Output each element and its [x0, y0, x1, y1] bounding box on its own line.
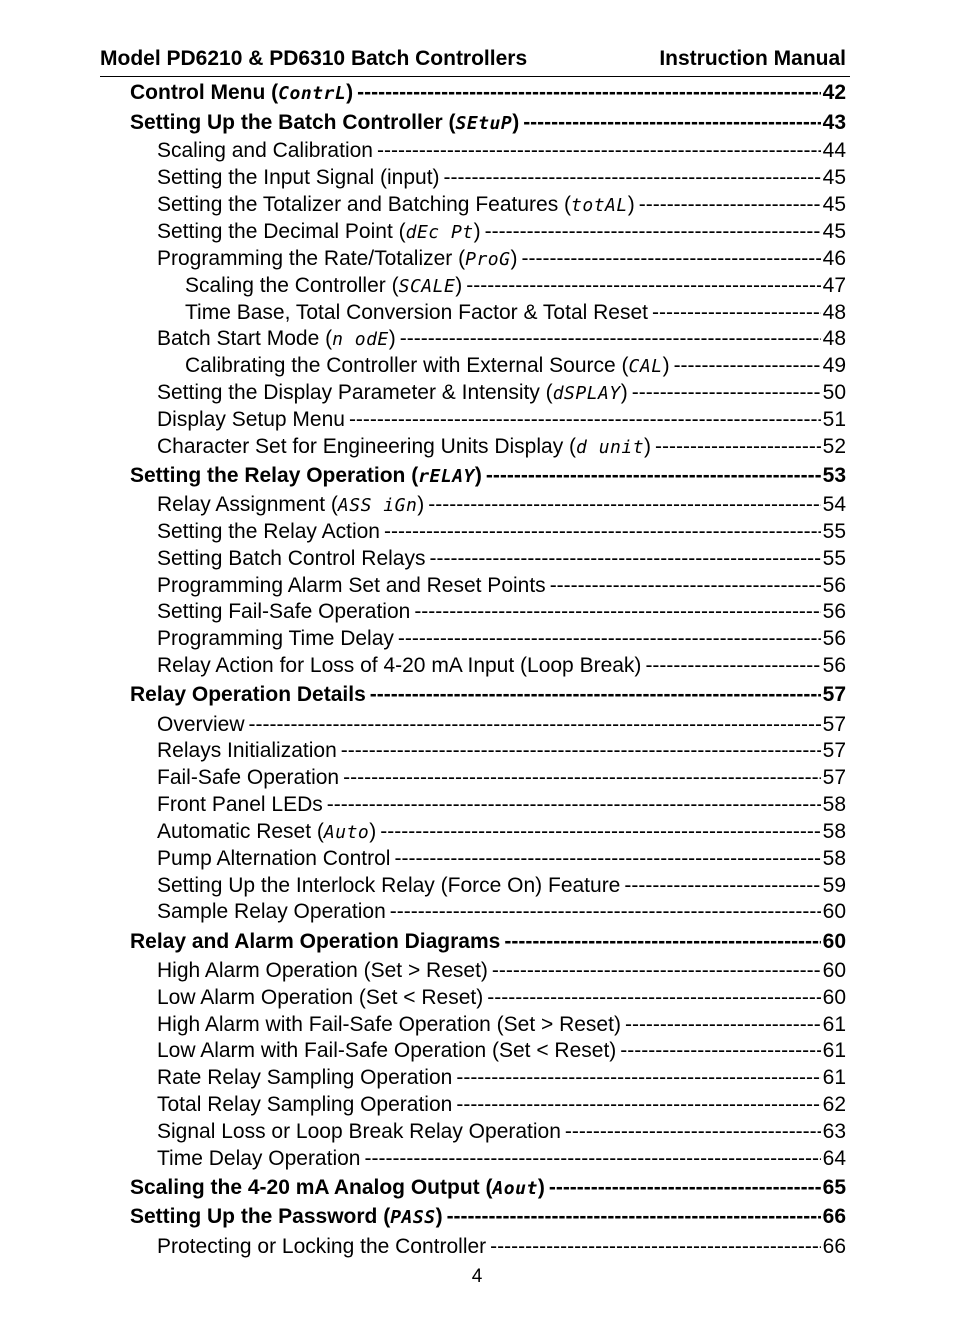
toc-entry-title	[157, 598, 410, 625]
toc-entry-title	[157, 984, 483, 1011]
toc-entry-text-suffix: )	[417, 493, 425, 516]
toc-page-number: 46	[822, 247, 846, 270]
toc-entry	[157, 625, 846, 652]
toc-entry-text: Setting the Input Signal (input)	[157, 166, 440, 189]
toc-entry-text: High Alarm Operation (Set > Reset)	[157, 959, 488, 982]
toc-entry	[157, 984, 846, 1011]
toc-entry-text: Pump Alternation Control	[157, 847, 391, 870]
dot-leader	[490, 1233, 820, 1260]
toc-entry-title	[157, 325, 396, 353]
toc-page-number: 52	[822, 435, 846, 458]
toc-entry-title	[130, 462, 482, 490]
display-code: ContrL	[278, 83, 347, 104]
display-code: PASS	[390, 1207, 436, 1228]
toc-entry-title	[157, 572, 546, 599]
toc-entry	[157, 1118, 846, 1145]
page-header	[100, 46, 850, 77]
toc-entry-title	[157, 737, 337, 764]
toc-entry	[157, 545, 846, 572]
toc-entry-text: Setting the Relay Operation (	[130, 464, 419, 487]
toc-entry	[157, 872, 846, 899]
toc-entry-title	[157, 491, 424, 519]
dot-leader	[639, 191, 821, 218]
toc-entry	[157, 191, 846, 218]
toc-entry	[157, 1037, 846, 1064]
toc-entry	[157, 845, 846, 872]
toc-entry-text: Rate Relay Sampling Operation	[157, 1066, 453, 1089]
toc-entry-text: Automatic Reset (	[157, 820, 324, 843]
manual-type: Instruction Manual	[659, 47, 846, 70]
display-code: SCALE	[398, 276, 456, 297]
toc-entry-text: Programming Time Delay	[157, 627, 394, 650]
toc-entry	[157, 1233, 846, 1260]
toc-entry-text: Relay and Alarm Operation Diagrams	[130, 930, 501, 953]
toc-entry-title	[130, 1203, 443, 1231]
dot-leader	[343, 764, 821, 791]
toc-page-number: 48	[822, 301, 846, 324]
toc-entry	[185, 299, 846, 326]
toc-page-number: 42	[822, 81, 846, 104]
toc-entry-title	[185, 352, 670, 380]
dot-leader	[414, 598, 820, 625]
dot-leader	[565, 1118, 821, 1145]
display-code: ASS iGn	[337, 495, 418, 516]
display-code: SEtuP	[455, 113, 513, 134]
toc-entry	[157, 1145, 846, 1172]
toc-entry	[185, 352, 846, 379]
toc-page-number: 55	[822, 547, 846, 570]
toc-entry	[157, 818, 846, 845]
toc-entry	[157, 764, 846, 791]
toc-entry-title	[130, 109, 519, 137]
toc-entry-text-suffix: )	[455, 274, 463, 297]
toc-page-number: 63	[822, 1120, 846, 1143]
toc-entry-title	[157, 1233, 486, 1260]
toc-entry	[130, 681, 846, 708]
dot-leader	[456, 1091, 820, 1118]
toc-entry-text: Calibrating the Controller with External Source (	[185, 354, 629, 377]
toc-entry	[157, 379, 846, 406]
toc-page-number: 58	[822, 847, 846, 870]
dot-leader	[428, 491, 820, 518]
toc-page-number: 60	[822, 986, 846, 1009]
toc-entry-title	[157, 545, 425, 572]
dot-leader	[380, 818, 820, 845]
dot-leader	[521, 245, 820, 272]
toc-entry-title	[157, 845, 390, 872]
toc-page-number: 45	[822, 166, 846, 189]
toc-entry	[157, 598, 846, 625]
dot-leader	[349, 406, 821, 433]
toc-entry-text: Sample Relay Operation	[157, 900, 386, 923]
display-code: n odE	[332, 329, 389, 350]
dot-leader	[456, 1064, 820, 1091]
toc-page-number: 58	[822, 793, 846, 816]
toc-entry-text: Setting Batch Control Relays	[157, 547, 426, 570]
toc-entry-title	[157, 1064, 452, 1091]
toc-entry-text: Setting the Display Parameter & Intensity (	[157, 381, 553, 404]
toc-page-number: 43	[822, 111, 846, 134]
toc-entry	[130, 1203, 846, 1230]
toc-entry-title	[130, 1174, 545, 1202]
toc-entry-text-suffix: )	[473, 220, 481, 243]
toc-entry	[157, 711, 846, 738]
toc-entry-text: High Alarm with Fail-Safe Operation (Set > Reset)	[157, 1013, 621, 1036]
toc-entry-text: Batch Start Mode (	[157, 327, 333, 350]
toc-entry-text: Setting Up the Password (	[130, 1205, 391, 1228]
toc-entry-text-suffix: )	[435, 1205, 443, 1228]
toc-entry-title	[130, 681, 366, 708]
toc-entry-text: Control Menu (	[130, 81, 279, 104]
toc-entry-text: Relay Assignment (	[157, 493, 338, 516]
display-code: dSPLAY	[552, 383, 621, 404]
toc-entry-text-suffix: )	[620, 381, 628, 404]
dot-leader	[466, 272, 820, 299]
toc-entry-text: Display Setup Menu	[157, 408, 345, 431]
toc-page-number: 56	[822, 627, 846, 650]
toc-entry	[157, 406, 846, 433]
toc-entry-text: Low Alarm with Fail-Safe Operation (Set < Reset)	[157, 1039, 617, 1062]
toc-page-number: 49	[822, 354, 846, 377]
dot-leader	[550, 572, 821, 599]
toc-entry-title	[157, 245, 517, 273]
toc-page-number: 61	[822, 1013, 846, 1036]
dot-leader	[249, 711, 821, 738]
toc-entry	[157, 1011, 846, 1038]
toc-entry	[130, 109, 846, 136]
dot-leader	[645, 652, 820, 679]
display-code: CAL	[628, 356, 663, 377]
toc-entry-text: Low Alarm Operation (Set < Reset)	[157, 986, 484, 1009]
toc-entry-text: Time Base, Total Conversion Factor & Total Reset	[185, 301, 648, 324]
toc-entry-text-suffix: )	[346, 81, 354, 104]
toc-entry	[130, 928, 846, 955]
toc-entry-title	[157, 1145, 360, 1172]
toc-page-number: 60	[822, 930, 846, 953]
toc-entry-text: Total Relay Sampling Operation	[157, 1093, 453, 1116]
toc-page-number: 47	[822, 274, 846, 297]
toc-entry-text-suffix: )	[510, 247, 518, 270]
toc-entry-title	[157, 1037, 616, 1064]
toc-page-number: 56	[822, 654, 846, 677]
toc-entry-text: Scaling and Calibration	[157, 139, 373, 162]
toc-entry-text: Fail-Safe Operation	[157, 766, 340, 789]
dot-leader	[390, 898, 821, 925]
toc-entry	[185, 272, 846, 299]
dot-leader	[370, 681, 821, 708]
toc-entry-text: Front Panel LEDs	[157, 793, 323, 816]
toc-entry-text: Time Delay Operation	[157, 1147, 361, 1170]
toc-page-number: 66	[822, 1205, 846, 1228]
toc-entry	[157, 898, 846, 925]
toc-entry-title	[157, 379, 628, 407]
dot-leader	[357, 79, 820, 106]
toc-entry	[130, 462, 846, 489]
toc-entry	[157, 1064, 846, 1091]
toc-entry-title	[157, 957, 488, 984]
toc-entry-text-suffix: )	[627, 193, 635, 216]
toc-entry	[157, 572, 846, 599]
toc-page-number: 59	[822, 874, 846, 897]
toc-entry-title	[130, 928, 500, 955]
dot-leader	[632, 379, 821, 406]
toc-page-number: 53	[822, 464, 846, 487]
toc-page-number: 57	[822, 739, 846, 762]
toc-entry-title	[157, 652, 641, 679]
toc-entry	[130, 79, 846, 106]
dot-leader	[652, 299, 821, 326]
toc-entry-text: Setting the Relay Action	[157, 520, 380, 543]
toc-page-number: 60	[822, 959, 846, 982]
toc-entry-text-suffix: )	[388, 327, 396, 350]
dot-leader	[398, 625, 821, 652]
toc-entry	[157, 518, 846, 545]
toc-entry-title	[185, 272, 462, 300]
toc-page-number: 61	[822, 1066, 846, 1089]
toc-entry-text: Setting Up the Interlock Relay (Force On) Feature	[157, 874, 621, 897]
toc-entry-text: Setting the Totalizer and Batching Features (	[157, 193, 572, 216]
toc-entry-text: Programming the Rate/Totalizer (	[157, 247, 466, 270]
toc-entry-title	[157, 764, 339, 791]
display-code: dEc Pt	[405, 222, 474, 243]
toc-page-number: 58	[822, 820, 846, 843]
display-code: totAL	[571, 195, 628, 216]
toc-entry-title	[157, 518, 380, 545]
toc-entry-text: Scaling the Controller (	[185, 274, 399, 297]
display-code: Auto	[323, 822, 370, 843]
toc-entry	[157, 652, 846, 679]
toc-entry	[157, 433, 846, 460]
dot-leader	[377, 137, 821, 164]
toc-entry	[130, 1174, 846, 1201]
toc-entry-title	[157, 137, 373, 164]
toc-entry-text: Overview	[157, 713, 245, 736]
toc-page-number: 44	[822, 139, 846, 162]
toc-entry	[157, 164, 846, 191]
toc-entry-title	[185, 299, 648, 326]
toc-entry-text: Setting the Decimal Point (	[157, 220, 406, 243]
toc-page-number: 64	[822, 1147, 846, 1170]
dot-leader	[620, 1037, 820, 1064]
dot-leader	[400, 325, 821, 352]
toc-entry-title	[157, 218, 481, 246]
dot-leader	[487, 984, 820, 1011]
toc-entry-title	[157, 1011, 621, 1038]
display-code: rELAY	[418, 466, 475, 487]
toc-entry-text-suffix: )	[369, 820, 377, 843]
toc-page-number: 50	[822, 381, 846, 404]
toc-entry-title	[157, 625, 394, 652]
dot-leader	[327, 791, 821, 818]
dot-leader	[625, 1011, 821, 1038]
toc-entry	[157, 737, 846, 764]
page-number: 4	[471, 1266, 483, 1287]
toc-entry-title	[157, 164, 440, 191]
toc-entry-title	[157, 818, 376, 846]
toc-entry-title	[157, 1091, 452, 1118]
toc-entry-text: Relay Operation Details	[130, 683, 366, 706]
toc-entry	[157, 1091, 846, 1118]
dot-leader	[485, 218, 821, 245]
toc-entry-text: Character Set for Engineering Units Display (	[157, 435, 577, 458]
dot-leader	[492, 957, 821, 984]
toc-entry-text: Relays Initialization	[157, 739, 337, 762]
dot-leader	[486, 462, 821, 489]
toc-page-number: 61	[822, 1039, 846, 1062]
toc-page-number: 60	[822, 900, 846, 923]
toc-entry	[157, 218, 846, 245]
display-code: Aout	[492, 1178, 538, 1199]
dot-leader	[341, 737, 821, 764]
toc-entry-text: Relay Action for Loss of 4-20 mA Input (Loop Break)	[157, 654, 642, 677]
toc-entry-text-suffix: )	[644, 435, 652, 458]
toc-page-number: 51	[822, 408, 846, 431]
toc-page-number: 57	[822, 683, 846, 706]
toc-entry-title	[157, 433, 651, 461]
toc-entry-title	[157, 191, 635, 219]
dot-leader	[384, 518, 821, 545]
dot-leader	[429, 545, 820, 572]
toc-entry	[157, 957, 846, 984]
dot-leader	[504, 928, 820, 955]
toc-page-number: 45	[822, 220, 846, 243]
toc-page-number: 48	[822, 327, 846, 350]
toc-entry	[157, 137, 846, 164]
toc-entry	[157, 491, 846, 518]
toc-entry-title	[157, 406, 345, 433]
manual-title: Model PD6210 & PD6310 Batch Controllers	[100, 47, 528, 70]
toc-entry-text-suffix: )	[512, 111, 520, 134]
toc-page-number: 45	[822, 193, 846, 216]
toc-entry-title	[157, 1118, 561, 1145]
toc-entry-text: Setting Up the Batch Controller (	[130, 111, 456, 134]
toc-page-number: 62	[822, 1093, 846, 1116]
toc-entry-title	[157, 711, 245, 738]
dot-leader	[364, 1145, 820, 1172]
toc-entry-text: Signal Loss or Loop Break Relay Operation	[157, 1120, 561, 1143]
toc-entry-text-suffix: )	[537, 1176, 545, 1199]
toc-entry-text: Scaling the 4-20 mA Analog Output (	[130, 1176, 493, 1199]
toc-page-number: 55	[822, 520, 846, 543]
toc-entry-title	[157, 898, 386, 925]
dot-leader	[655, 433, 821, 460]
toc-page-number: 66	[822, 1235, 846, 1258]
dot-leader	[523, 109, 820, 136]
display-code: d unit	[576, 437, 645, 458]
toc-entry-text-suffix: )	[474, 464, 482, 487]
dot-leader	[444, 164, 821, 191]
toc-entry-text: Setting Fail-Safe Operation	[157, 600, 411, 623]
dot-leader	[549, 1174, 821, 1201]
toc-entry	[157, 791, 846, 818]
toc-page-number: 54	[822, 493, 846, 516]
toc-entry	[157, 245, 846, 272]
toc-entry	[157, 325, 846, 352]
display-code: ProG	[465, 249, 511, 270]
dot-leader	[674, 352, 821, 379]
dot-leader	[447, 1203, 821, 1230]
toc-entry-title	[130, 79, 353, 107]
toc-entry-title	[157, 791, 323, 818]
toc-page-number: 56	[822, 600, 846, 623]
dot-leader	[624, 872, 820, 899]
dot-leader	[394, 845, 820, 872]
toc-page-number: 56	[822, 574, 846, 597]
toc-entry-title	[157, 872, 620, 899]
toc-entry-text: Programming Alarm Set and Reset Points	[157, 574, 546, 597]
toc-entry-text-suffix: )	[662, 354, 670, 377]
toc-page-number: 57	[822, 766, 846, 789]
toc-page-number: 65	[822, 1176, 846, 1199]
toc-page-number: 57	[822, 713, 846, 736]
toc-entry-text: Protecting or Locking the Controller	[157, 1235, 487, 1258]
